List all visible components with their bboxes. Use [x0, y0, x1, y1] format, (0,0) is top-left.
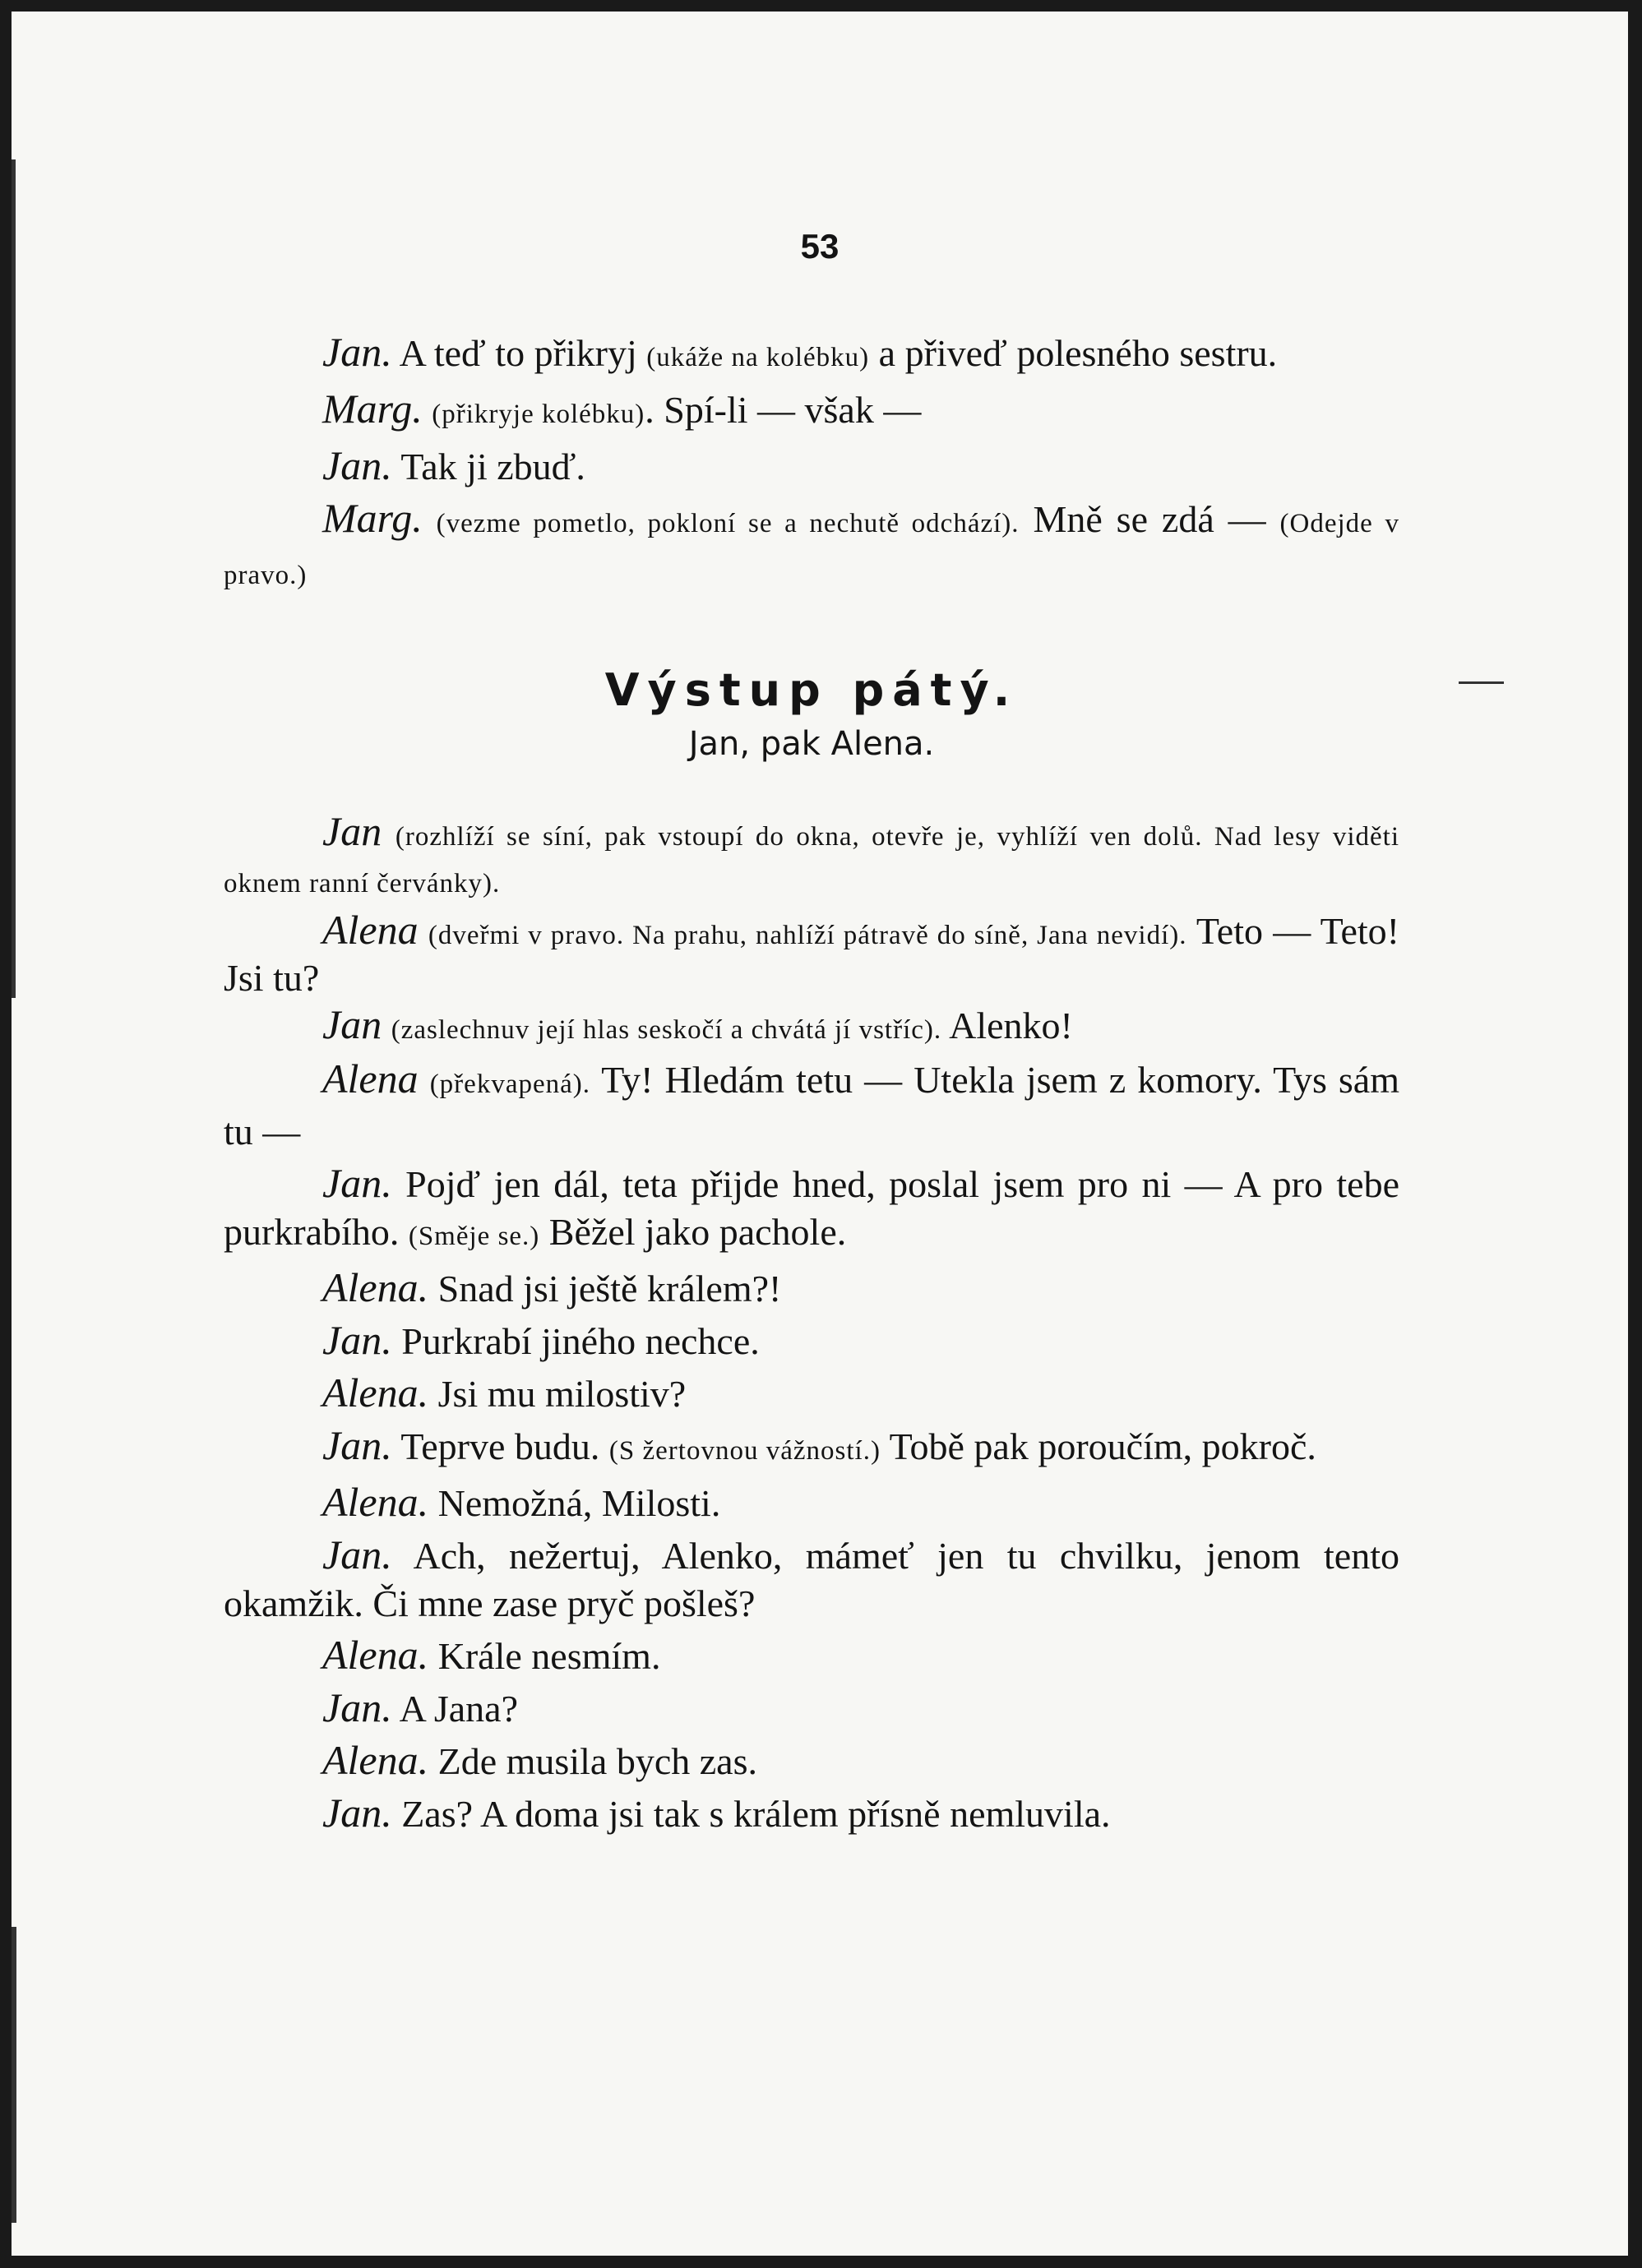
- dialogue-paragraph: [224, 441, 1399, 491]
- stage-direction: (dveřmi v pravo. Na prahu, nahlíží pátravě do síně, Jana nevidí).: [428, 921, 1187, 950]
- speaker-name: Jan.: [322, 1422, 392, 1468]
- speaker-name: Alena.: [322, 1264, 429, 1310]
- dialogue-paragraph: [224, 1369, 1399, 1418]
- stage-direction: (ukáže na kolébku): [646, 343, 870, 372]
- spoken-text: Zde musila bych zas.: [428, 1740, 757, 1782]
- speaker-name: Alena: [322, 907, 419, 953]
- spoken-text: [419, 910, 428, 952]
- dialogue-paragraph: [224, 1263, 1399, 1313]
- dialogue-block-before-heading: [224, 328, 1399, 599]
- stage-direction: (Odejde v pravo.): [224, 509, 1399, 590]
- page-text: [224, 328, 1399, 1841]
- spoken-text: Tobě pak poroučím, pokroč.: [880, 1425, 1316, 1467]
- stage-direction: (vezme pometlo, pokloní se a nechutě odchází).: [436, 509, 1020, 538]
- spoken-text: Tak ji zbuď.: [391, 446, 585, 487]
- page-number: 53: [800, 227, 840, 266]
- speaker-name: Jan: [322, 1001, 382, 1047]
- dialogue-paragraph: [224, 1421, 1399, 1475]
- dialogue-paragraph: [224, 385, 1399, 438]
- spoken-text: [423, 389, 432, 431]
- spoken-text: Snad jsi ještě králem?!: [428, 1268, 782, 1310]
- stage-direction: (Směje se.): [408, 1222, 540, 1251]
- scan-edge-mark: [12, 159, 16, 998]
- speaker-name: Alena.: [322, 1479, 429, 1525]
- spoken-text: A teď to přikryj: [391, 332, 647, 374]
- spoken-text: Jsi mu milostiv?: [428, 1373, 687, 1415]
- dialogue-paragraph: [224, 1736, 1399, 1785]
- dialogue-paragraph: [224, 1531, 1399, 1628]
- dialogue-paragraph: [224, 1316, 1399, 1365]
- spoken-text: [423, 498, 437, 540]
- spoken-text: A Jana?: [391, 1688, 518, 1730]
- dialogue-paragraph: [224, 1631, 1399, 1680]
- dialogue-paragraph: [224, 1684, 1399, 1733]
- book-page: [12, 12, 1628, 2256]
- stage-direction: (S žertovnou vážností.): [608, 1436, 881, 1466]
- speaker-name: Alena: [322, 1055, 419, 1102]
- stage-direction: (překvapená).: [429, 1069, 590, 1099]
- speaker-name: Jan.: [322, 1531, 392, 1577]
- stage-direction: (rozhlíží se síní, pak vstoupí do okna, otevře je, vyhlíží ven dolů. Nad lesy viděti oknem ranní červánky).: [224, 822, 1399, 898]
- dialogue-paragraph: [224, 810, 1399, 905]
- spoken-text: Pojď jen dál, teta přijde hned, poslal jsem pro ni — A pro tebe purkrabího.: [224, 1163, 1399, 1253]
- dialogue-paragraph: [224, 328, 1399, 381]
- spoken-text: [382, 811, 395, 853]
- dialogue-paragraph: [224, 1159, 1399, 1260]
- spoken-text: [419, 1059, 430, 1101]
- spoken-text: Teprve budu.: [391, 1425, 609, 1467]
- spoken-text: Ty! Hledám tetu — Utekla jsem z komory. Tys sám tu —: [224, 1059, 1399, 1152]
- spoken-text: Teto — Teto! Jsi tu?: [224, 910, 1399, 999]
- speaker-name: Jan.: [322, 1684, 392, 1730]
- speaker-name: Jan.: [322, 329, 392, 375]
- stage-direction: (přikryje kolébku): [432, 400, 645, 429]
- dialogue-paragraph: [224, 1003, 1399, 1051]
- speaker-name: Alena.: [322, 1737, 429, 1783]
- spoken-text: Zas? A doma jsi tak s králem přísně nemluvila.: [391, 1793, 1111, 1835]
- spoken-text: Běžel jako pachole.: [539, 1211, 847, 1253]
- dialogue-block-after-heading: [224, 810, 1399, 1838]
- spoken-text: Ach, nežertuj, Alenko, mámeť jen tu chvilku, jenom tento okamžik. Či mne zase pryč pošleš?: [224, 1535, 1399, 1624]
- speaker-name: Jan.: [322, 1790, 392, 1836]
- speaker-name: Marg.: [322, 495, 423, 541]
- spoken-text: Alenko!: [941, 1005, 1073, 1046]
- spoken-text: Nemožná, Milosti.: [428, 1482, 721, 1524]
- dialogue-paragraph: [224, 908, 1399, 1000]
- scan-dash-mark: [1459, 681, 1504, 684]
- dialogue-paragraph: [224, 1055, 1399, 1156]
- stage-direction: (zaslechnuv její hlas seskočí a chvátá jí vstříc).: [391, 1015, 942, 1045]
- scene-characters: Jan, pak Alena.: [688, 725, 935, 763]
- speaker-name: Jan.: [322, 1160, 392, 1206]
- dialogue-paragraph: [224, 494, 1399, 599]
- speaker-name: Jan.: [322, 442, 392, 488]
- spoken-text: Mně se zdá —: [1019, 498, 1280, 540]
- speaker-name: Alena.: [322, 1632, 429, 1678]
- spoken-text: a přiveď polesného sestru.: [869, 332, 1278, 374]
- speaker-name: Alena.: [322, 1370, 429, 1416]
- scan-edge-mark: [12, 1927, 16, 2223]
- dialogue-paragraph: [224, 1789, 1399, 1838]
- spoken-text: . Spí-li — však —: [645, 389, 922, 431]
- spoken-text: Purkrabí jiného nechce.: [391, 1320, 760, 1362]
- spoken-text: [382, 1005, 391, 1046]
- scene-heading: Výstup pátý.: [604, 664, 1019, 716]
- spoken-text: Krále nesmím.: [428, 1635, 661, 1677]
- speaker-name: Jan.: [322, 1317, 392, 1363]
- dialogue-paragraph: [224, 1478, 1399, 1527]
- speaker-name: Marg.: [322, 386, 423, 432]
- speaker-name: Jan: [322, 808, 382, 854]
